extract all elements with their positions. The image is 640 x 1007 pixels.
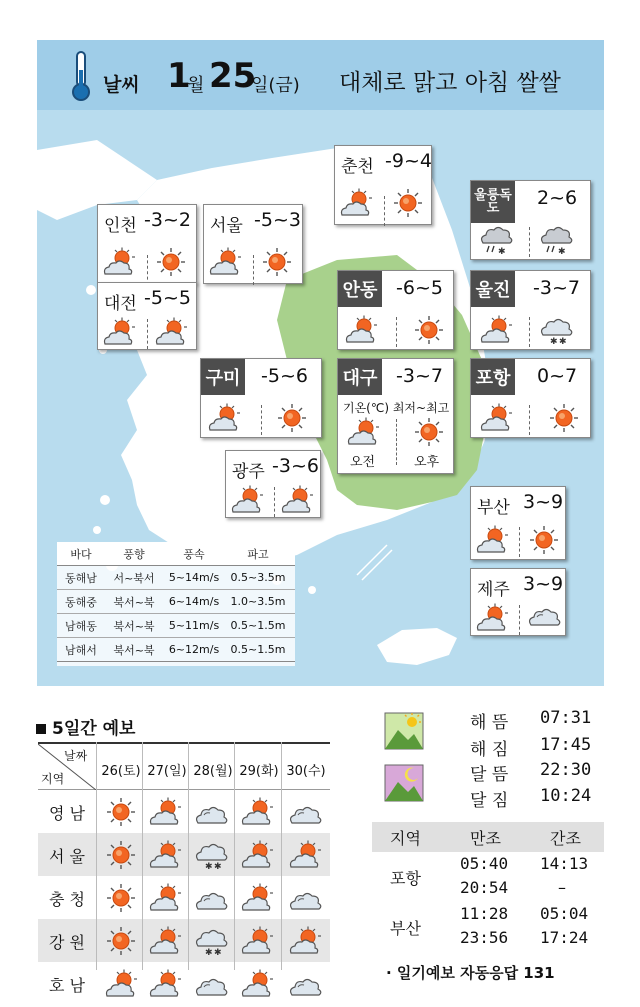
rain-snow-icon <box>539 225 573 255</box>
sun-cloud-icon <box>148 883 182 913</box>
sun-cloud-icon <box>154 317 188 347</box>
tide-header-high: 만조 <box>470 829 501 848</box>
cloud-icon <box>288 797 322 827</box>
sun-icon <box>154 247 188 277</box>
city-card-uljin <box>470 270 591 350</box>
sun-cloud-icon <box>148 969 182 999</box>
forecast-row-seoul <box>38 833 330 876</box>
forecast-row-gangwon <box>38 919 330 962</box>
legend-pm: 오후 <box>414 455 440 470</box>
city-card-incheon <box>97 204 197 284</box>
sea-cell: 6~14m/s <box>168 595 220 608</box>
region-label: 서 울 <box>49 847 85 866</box>
sun-icon <box>391 188 425 218</box>
sun-cloud-icon <box>148 797 182 827</box>
city-card-andong <box>337 270 454 350</box>
sun-icon <box>527 525 561 555</box>
sun-cloud-icon <box>240 969 274 999</box>
sunrise-mountain-icon <box>384 712 424 750</box>
sun-cloud-icon <box>148 926 182 956</box>
city-card-daegu <box>337 358 454 474</box>
tide-low: 14:13 <box>540 854 589 873</box>
sea-table <box>57 542 295 666</box>
sun-cloud-icon <box>102 317 136 347</box>
sun-cloud-icon <box>208 247 242 277</box>
sun-cloud-icon <box>288 926 322 956</box>
sun-cloud-icon <box>344 315 378 345</box>
snow-icon <box>194 840 228 870</box>
city-name: 대전 <box>104 294 137 314</box>
city-name: 서울 <box>210 216 243 236</box>
snow-icon <box>194 926 228 956</box>
city-card-busan <box>470 486 566 560</box>
city-name: 안동 <box>338 271 382 307</box>
region-label: 충 청 <box>49 890 85 909</box>
cloud-icon <box>288 883 322 913</box>
tide-low: 17:24 <box>540 928 589 947</box>
header-label: 날씨 <box>103 74 140 96</box>
sun-cloud-icon <box>148 840 182 870</box>
cloud-icon <box>288 969 322 999</box>
corner-date-label: 날짜 <box>64 749 88 763</box>
moonset-label: 달 짐 <box>470 791 509 811</box>
sea-cell: 북서~북 <box>113 619 155 633</box>
sea-cell: 1.0~3.5m <box>230 595 286 608</box>
sea-header: 파고 <box>247 547 269 561</box>
city-card-gumi <box>200 358 322 438</box>
day-header: 28(월) <box>193 764 233 779</box>
city-temp: -3~7 <box>396 365 443 387</box>
header-bar <box>37 40 604 110</box>
tide-high: 20:54 <box>460 878 509 897</box>
thermometer-icon <box>69 50 93 102</box>
forecast-header <box>38 742 330 790</box>
sea-table-header <box>57 542 295 566</box>
day-header: 27(일) <box>147 764 187 779</box>
legend-am: 오전 <box>350 455 376 470</box>
city-name: 춘천 <box>341 157 374 177</box>
sunrise-time: 07:31 <box>540 708 592 728</box>
sun-cloud-icon <box>339 188 373 218</box>
sunset-label: 해 짐 <box>470 740 509 760</box>
sea-header: 바다 <box>70 547 92 561</box>
header-day: 25 <box>209 56 257 96</box>
city-name: 광주 <box>232 462 265 482</box>
city-card-pohang <box>470 358 591 438</box>
sea-cell: 남해서 <box>65 643 97 657</box>
city-temp: 3~9 <box>523 573 564 595</box>
city-name: 제주 <box>477 580 510 600</box>
city-temp: -5~5 <box>144 287 191 309</box>
sea-cell: 0.5~3.5m <box>230 571 286 584</box>
tide-low: 05:04 <box>540 904 589 923</box>
moonrise-label: 달 뜸 <box>470 765 509 785</box>
moonset-time: 10:24 <box>540 786 592 806</box>
tide-high: 05:40 <box>460 854 509 873</box>
city-temp: -3~7 <box>533 277 580 299</box>
sun-icon <box>275 403 309 433</box>
sea-cell: 0.5~1.5m <box>230 619 286 632</box>
sea-cell: 6~12m/s <box>168 643 220 656</box>
sea-cell: 0.5~1.5m <box>230 643 286 656</box>
sea-cell: 동해남 <box>65 571 97 585</box>
footer-hotline: · 일기예보 자동응답 131 <box>386 964 555 982</box>
sun-cloud-icon <box>280 485 314 515</box>
city-temp: -9~4 <box>385 150 432 172</box>
city-temp: -5~6 <box>261 365 308 387</box>
sea-header: 풍속 <box>183 547 205 561</box>
city-temp: -3~2 <box>144 209 191 231</box>
city-name: 부산 <box>477 498 510 518</box>
forecast-row-honam <box>38 962 330 1005</box>
sea-cell: 북서~북 <box>113 643 155 657</box>
sun-cloud-icon <box>240 883 274 913</box>
sea-row <box>57 566 295 590</box>
sea-cell: 서~북서 <box>113 571 155 585</box>
sun-icon <box>104 926 138 956</box>
tide-region: 포항 <box>390 869 421 888</box>
cloud-icon <box>194 883 228 913</box>
tide-header-low: 간조 <box>550 829 581 848</box>
moon-mountain-icon <box>384 764 424 802</box>
sun-cloud-icon <box>288 840 322 870</box>
sea-header: 풍향 <box>123 547 145 561</box>
sun-cloud-icon <box>240 797 274 827</box>
city-card-ulleung <box>470 180 591 260</box>
city-card-chuncheon <box>334 145 432 225</box>
sea-row <box>57 590 295 614</box>
header-day-unit: 일(금) <box>251 75 300 96</box>
sun-icon <box>104 840 138 870</box>
forecast-title-text: 5일간 예보 <box>52 719 136 739</box>
sunrise-label: 해 뜸 <box>470 713 509 733</box>
headline: 대체로 맑고 아침 쌀쌀 <box>339 70 561 96</box>
sea-cell: 5~11m/s <box>168 619 220 632</box>
city-name: 울진 <box>471 271 515 307</box>
city-name: 구미 <box>201 359 245 395</box>
city-temp: 0~7 <box>537 365 578 387</box>
city-temp: -6~5 <box>396 277 443 299</box>
city-card-gwangju <box>225 450 321 518</box>
sun-icon <box>547 403 581 433</box>
corner-region-label: 지역 <box>41 772 65 786</box>
city-temp: 3~9 <box>523 491 564 513</box>
region-label: 영 남 <box>49 804 85 823</box>
sun-icon <box>104 797 138 827</box>
sun-cloud-icon <box>479 403 513 433</box>
sun-cloud-icon <box>102 247 136 277</box>
bullet-square <box>36 724 46 734</box>
sun-cloud-icon <box>240 840 274 870</box>
cloud-icon <box>194 969 228 999</box>
snow-icon <box>539 315 573 345</box>
sun-cloud-icon <box>104 969 138 999</box>
city-name: 울릉독도 <box>471 181 515 223</box>
sun-cloud-icon <box>475 525 509 555</box>
sun-icon <box>412 417 446 447</box>
sea-cell: 남해동 <box>65 619 97 633</box>
sun-cloud-icon <box>479 315 513 345</box>
region-label: 강 원 <box>49 933 85 952</box>
sun-cloud-icon <box>230 485 264 515</box>
city-name: 포항 <box>471 359 515 395</box>
day-header: 30(수) <box>286 764 326 779</box>
forecast-row-yeongnam <box>38 790 330 833</box>
sun-icon <box>260 247 294 277</box>
tide-high: 11:28 <box>460 904 509 923</box>
sunset-time: 17:45 <box>540 735 592 755</box>
sun-cloud-icon <box>475 603 509 633</box>
sun-icon <box>104 883 138 913</box>
sea-cell: 5~14m/s <box>168 571 220 584</box>
sea-row <box>57 638 295 662</box>
tide-table <box>372 822 604 952</box>
legend-title: 기온(℃) 최저~최고 <box>343 401 450 415</box>
sun-cloud-icon <box>346 417 380 447</box>
tide-header-region: 지역 <box>390 829 421 848</box>
moonrise-time: 22:30 <box>540 760 592 780</box>
city-card-jeju <box>470 568 566 636</box>
sea-cell: 북서~북 <box>113 595 155 609</box>
day-header: 26(토) <box>101 764 141 779</box>
tide-high: 23:56 <box>460 928 509 947</box>
forecast-title <box>36 714 135 739</box>
jeju-island <box>377 628 457 665</box>
rain-snow-icon <box>479 225 513 255</box>
day-header: 29(화) <box>239 764 279 779</box>
sea-cell: 동해중 <box>65 595 97 609</box>
city-temp: -3~6 <box>272 455 319 477</box>
tide-low: – <box>558 878 566 897</box>
sun-icon <box>412 315 446 345</box>
city-name: 대구 <box>338 359 382 395</box>
cloud-icon <box>194 797 228 827</box>
region-label: 호 남 <box>49 976 85 995</box>
city-temp: -5~3 <box>254 209 301 231</box>
header-month: 1 <box>167 56 191 96</box>
city-card-seoul <box>203 204 303 284</box>
city-card-daejeon <box>97 282 197 350</box>
sun-cloud-icon <box>240 926 274 956</box>
header-month-unit: 월 <box>187 75 205 96</box>
city-name: 인천 <box>104 216 137 236</box>
tide-region: 부산 <box>390 919 421 938</box>
cloud-icon <box>527 599 561 629</box>
sun-cloud-icon <box>207 403 241 433</box>
sea-row <box>57 614 295 638</box>
city-temp: 2~6 <box>537 187 578 209</box>
forecast-row-chungcheong <box>38 876 330 919</box>
